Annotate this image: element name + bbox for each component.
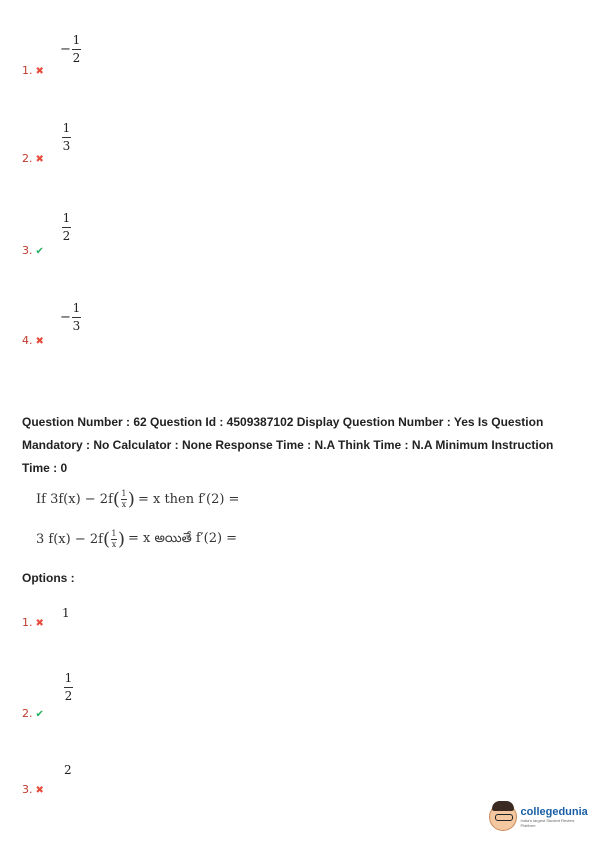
prev-option-1-fraction <box>72 34 81 64</box>
numerator: 1 <box>64 671 73 685</box>
option-3-value: 2 <box>64 763 72 777</box>
wrong-mark-icon: ✖ <box>35 618 44 629</box>
numerator: 1 <box>62 121 71 135</box>
denominator: 2 <box>72 50 81 65</box>
option-number: 1. <box>22 616 33 629</box>
equation-prefix: 3 f(x) − 2f <box>36 532 103 547</box>
wrong-mark-icon: ✖ <box>35 154 44 165</box>
option-1-label <box>22 616 44 629</box>
mascot-icon <box>489 803 517 831</box>
denominator: 2 <box>64 688 73 703</box>
prev-option-4-label <box>22 334 44 347</box>
correct-check-icon: ✔ <box>35 246 44 257</box>
equation-suffix: = x అయితే f′(2) = <box>128 530 238 546</box>
correct-check-icon: ✔ <box>35 709 44 720</box>
prev-option-1-label <box>22 64 44 77</box>
prev-option-3-fraction <box>62 212 71 242</box>
equation-prefix: If 3f(x) − 2f <box>36 492 113 507</box>
inner-denominator: x <box>121 500 127 509</box>
option-number: 3. <box>22 244 33 257</box>
prev-option-2-label <box>22 152 44 165</box>
prev-option-2-fraction <box>62 122 71 152</box>
option-number: 1. <box>22 64 33 77</box>
denominator: 2 <box>62 228 71 243</box>
question-equation-telugu: 3 f(x) − 2f ( 1 x ) = x అయితే f′(2) = <box>36 528 238 550</box>
option-number: 2. <box>22 152 33 165</box>
inner-fraction <box>121 490 127 509</box>
logo-brand: collegedunia <box>520 806 588 818</box>
inner-denominator: x <box>111 540 117 549</box>
denominator: 3 <box>62 138 71 153</box>
question-info: Question Number : 62 Question Id : 4509387102 Display Question Number : Yes Is Question Mandatory : No Calculator : None Response Time : N.A Think Time : N.A Minimum Instruction Time : 0 <box>22 415 554 475</box>
option-number: 2. <box>22 707 33 720</box>
prev-option-1-sign: − <box>60 42 71 57</box>
numerator: 1 <box>72 301 81 315</box>
prev-option-4-sign: − <box>60 310 71 325</box>
option-number: 4. <box>22 334 33 347</box>
equation-suffix: = x then f′(2) = <box>137 492 240 507</box>
numerator: 1 <box>72 33 81 47</box>
denominator: 3 <box>72 318 81 333</box>
numerator: 1 <box>62 211 71 225</box>
inner-fraction <box>111 530 117 549</box>
wrong-mark-icon: ✖ <box>35 66 44 77</box>
option-1-value: 1 <box>62 606 70 620</box>
collegedunia-logo <box>489 798 589 836</box>
option-2-fraction <box>64 672 73 702</box>
wrong-mark-icon: ✖ <box>35 785 44 796</box>
logo-tagline: India's largest Student Review Platform <box>520 818 575 828</box>
inner-numerator: 1 <box>111 529 117 538</box>
wrong-mark-icon: ✖ <box>35 336 44 347</box>
option-number: 3. <box>22 783 33 796</box>
question-equation-english: If 3f(x) − 2f ( 1 x ) = x then f′(2) = <box>36 488 240 510</box>
prev-option-3-label <box>22 244 44 257</box>
option-2-label <box>22 707 44 720</box>
inner-numerator: 1 <box>121 489 127 498</box>
options-heading: Options : <box>22 571 75 585</box>
option-3-label <box>22 783 44 796</box>
prev-option-4-fraction <box>72 302 81 332</box>
